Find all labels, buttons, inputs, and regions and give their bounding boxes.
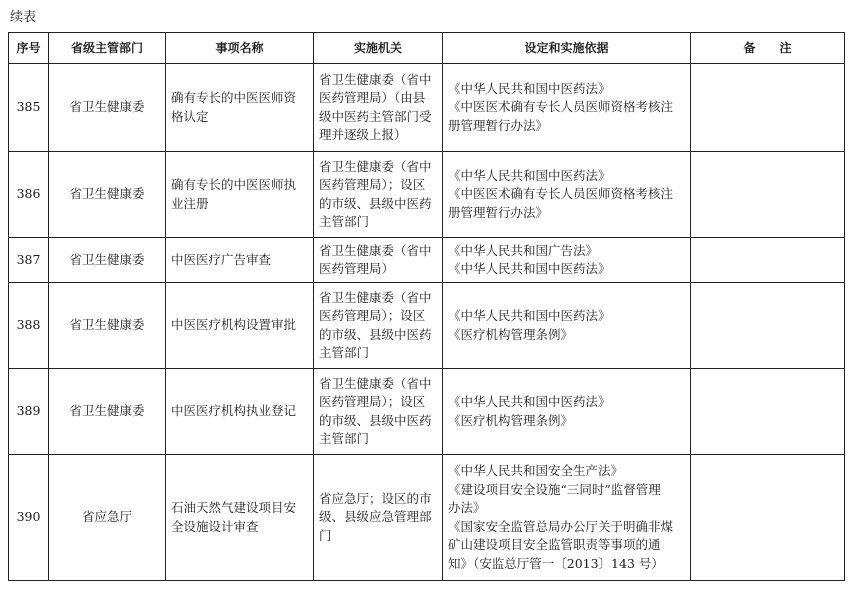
department-cell: 省应急厅 (49, 455, 166, 581)
legal-basis-cell-line: 《中华人民共和国中医药法》 (448, 394, 611, 409)
legal-basis-cell-line: 《中华人民共和国中医药法》 (448, 167, 611, 183)
authority-cell (314, 64, 443, 152)
remarks-cell (691, 283, 845, 369)
authority-cell-line: 级、县级应急管理部 (319, 509, 432, 525)
item-name-cell-line: 石油天然气建设项目安 (171, 500, 297, 515)
authority-cell-line: 医药管理局）；设区 (319, 394, 426, 409)
item-name-cell (166, 64, 314, 152)
legal-basis-cell-line: 《中华人民共和国中医药法》 (448, 308, 611, 323)
authority-cell-line: 的市级、县级中医药 (319, 195, 432, 211)
legal-basis-cell-line: 《医疗机构管理条例》 (448, 326, 574, 342)
serial-cell: 387 (9, 238, 49, 283)
department-cell: 省卫生健康委 (49, 64, 166, 152)
legal-basis-cell (443, 369, 691, 455)
legal-basis-cell-line: 办法》 (448, 500, 486, 515)
remarks-cell (691, 152, 845, 238)
serial-cell: 386 (9, 152, 49, 238)
serial-cell: 388 (9, 283, 49, 369)
remarks-cell (691, 369, 845, 455)
legal-basis-cell (443, 152, 691, 238)
header-serial: 序号 (9, 33, 49, 64)
legal-basis-cell (443, 64, 691, 152)
legal-basis-cell-line: 《中华人民共和国中医药法》 (448, 80, 611, 96)
legal-basis-cell (443, 238, 691, 283)
table-row (9, 238, 845, 283)
table-row (9, 283, 845, 369)
authority-cell-line: 医药管理局）（由县 (319, 90, 426, 105)
remarks-cell (691, 64, 845, 152)
legal-basis-cell-line: 《建设项目安全设施“三同时”监督管理 (448, 481, 661, 497)
authority-cell-line: 的市级、县级中医药 (319, 412, 432, 428)
authority-cell-line: 级中医药主管部门受 (319, 108, 432, 124)
authority-cell-line: 省卫生健康委（省中 (319, 242, 432, 258)
item-name-cell (166, 369, 314, 455)
header-remarks: 备 注 (691, 33, 845, 64)
department-cell: 省卫生健康委 (49, 369, 166, 455)
legal-basis-cell (443, 283, 691, 369)
authority-cell (314, 152, 443, 238)
item-name-cell-line: 确有专长的中医医师执 (171, 177, 297, 192)
legal-basis-cell-line: 册管理暂行办法》 (448, 117, 549, 133)
item-name-cell (166, 152, 314, 238)
remarks-cell (691, 455, 845, 581)
legal-basis-cell-line: 《中华人民共和国安全生产法》 (448, 463, 624, 478)
authority-cell (314, 455, 443, 581)
item-name-cell-line: 中医医疗机构设置审批 (171, 317, 297, 333)
table-caption: 续表 (10, 10, 37, 25)
remarks-cell (691, 238, 845, 283)
authority-cell-line: 省卫生健康委（省中 (319, 375, 432, 391)
authority-cell-line: 的市级、县级中医药 (319, 326, 432, 342)
authority-cell-line: 医药管理局）；设区 (319, 308, 426, 323)
authority-cell-line: 省卫生健康委（省中 (319, 289, 432, 305)
header-row (9, 33, 845, 64)
item-name-cell (166, 238, 314, 283)
authority-cell-line: 主管部门 (319, 214, 370, 229)
department-cell: 省卫生健康委 (49, 283, 166, 369)
authority-cell-line: 主管部门 (319, 345, 370, 360)
authority-cell-line: 门 (319, 527, 332, 543)
serial-cell: 390 (9, 455, 49, 581)
legal-basis-cell-line: 《国家安全监管总局办公厅关于明确非煤 (448, 518, 674, 534)
item-name-cell-line: 业注册 (171, 195, 209, 211)
authority-cell (314, 369, 443, 455)
header-legal-basis: 设定和实施依据 (443, 33, 691, 64)
table-row (9, 64, 845, 152)
authority-cell (314, 283, 443, 369)
item-name-cell-line: 中医医疗机构执业登记 (171, 403, 297, 419)
header-item-name: 事项名称 (166, 33, 314, 64)
header-authority: 实施机关 (314, 33, 443, 64)
department-cell: 省卫生健康委 (49, 238, 166, 283)
authority-cell-line: 主管部门 (319, 431, 370, 446)
serial-cell: 385 (9, 64, 49, 152)
legal-basis-cell (443, 455, 691, 581)
serial-cell: 389 (9, 369, 49, 455)
authority-cell (314, 238, 443, 283)
authority-cell-line: 医药管理局）；设区 (319, 177, 426, 192)
item-name-cell-line: 中医医疗广告审查 (171, 251, 272, 267)
table-row (9, 152, 845, 238)
item-name-cell-line: 格认定 (171, 108, 209, 124)
legal-basis-cell-line: 《中医医术确有专长人员医师资格考核注 (448, 99, 674, 115)
item-name-cell (166, 283, 314, 369)
authority-cell-line: 省卫生健康委（省中 (319, 71, 432, 87)
authority-cell-line: 医药管理局） (319, 261, 395, 276)
table-row (9, 369, 845, 455)
authority-cell-line: 理并逐级上报） (319, 127, 407, 142)
legal-basis-cell-line: 《中华人民共和国中医药法》 (448, 261, 611, 276)
approval-items-table (8, 32, 845, 581)
authority-cell-line: 省卫生健康委（省中 (319, 158, 432, 174)
item-name-cell-line: 全设施设计审查 (171, 518, 259, 534)
table-row (9, 455, 845, 581)
legal-basis-cell-line: 知》（安监总厅管一〔2013〕143 号） (448, 555, 664, 571)
legal-basis-cell-line: 《中医医术确有专长人员医师资格考核注 (448, 186, 674, 202)
legal-basis-cell-line: 册管理暂行办法》 (448, 204, 549, 220)
department-cell: 省卫生健康委 (49, 152, 166, 238)
item-name-cell (166, 455, 314, 581)
legal-basis-cell-line: 《中华人民共和国广告法》 (448, 242, 599, 258)
legal-basis-cell-line: 《医疗机构管理条例》 (448, 412, 574, 428)
item-name-cell-line: 确有专长的中医医师资 (171, 90, 297, 105)
header-department: 省级主管部门 (49, 33, 166, 64)
authority-cell-line: 省应急厅；设区的市 (319, 490, 432, 506)
legal-basis-cell-line: 矿山建设项目安全监管职责等事项的通 (448, 537, 661, 552)
